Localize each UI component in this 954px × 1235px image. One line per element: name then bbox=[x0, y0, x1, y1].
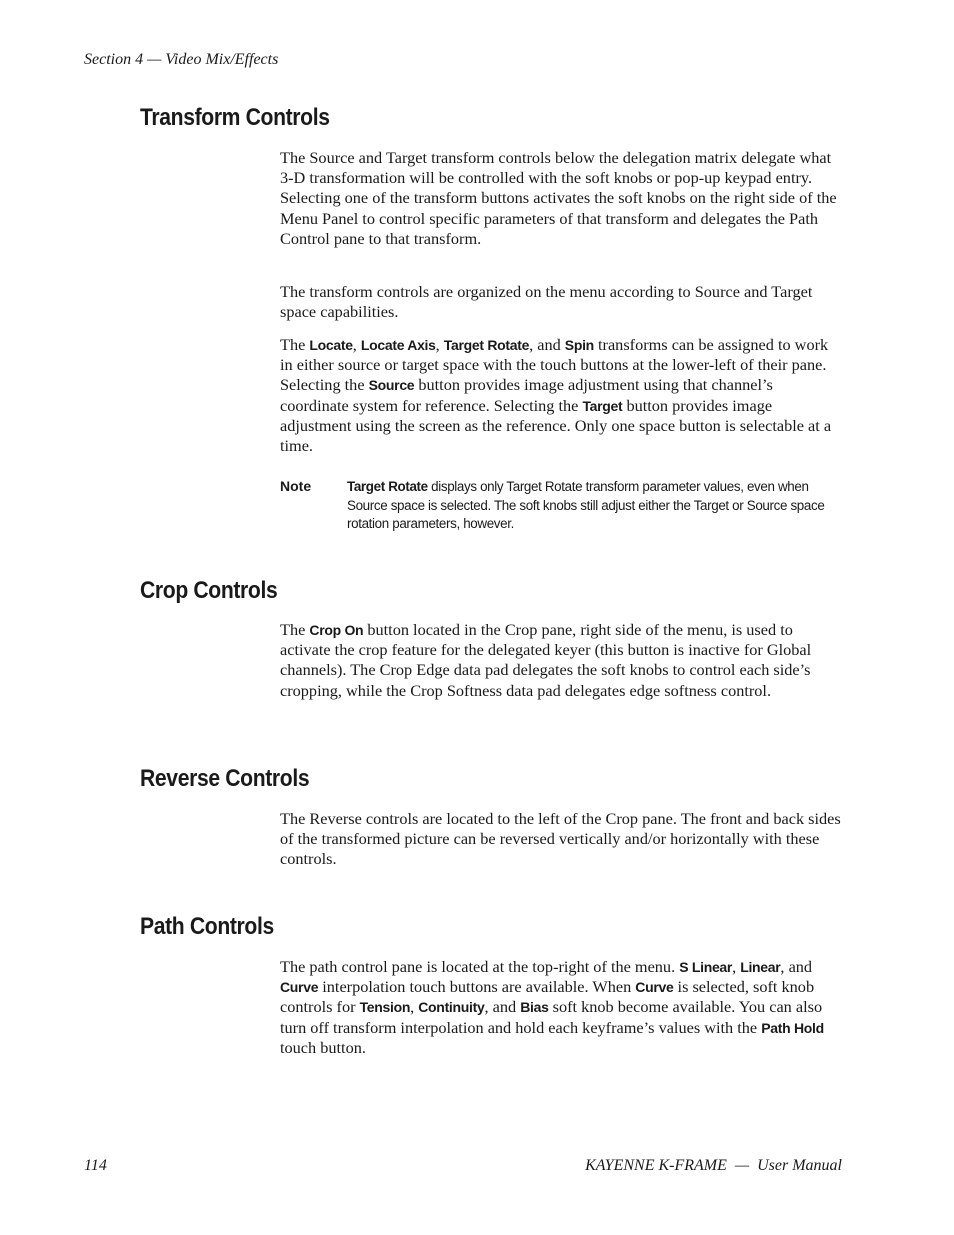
transform-paragraph-3: The Locate, Locate Axis, Target Rotate, and Spin transforms can be assigned to work in either source or target space with the touch buttons at the lower-left of their pane. Selecting the Source button provides image adjustment using that channel’s coordinate system for reference. Selecting the Target button provides image adjustment using the screen as the reference. Only one space button is selectable at a time. bbox=[280, 335, 832, 456]
path-controls-heading: Path Controls bbox=[140, 913, 274, 940]
note-text: Target Rotate displays only Target Rotate transform parameter values, even when Source space is selected. The soft knobs still adjust either the Target or Source space rotation parameters, however. bbox=[347, 479, 825, 531]
target-button-term: Target bbox=[582, 397, 623, 414]
tension-term: Tension bbox=[359, 999, 411, 1016]
crop-paragraph: The Crop On button located in the Crop pane, right side of the menu, is used to activate the crop feature for the delegated keyer (this button is inactive for Global channels). The Crop Edge data pad delegates the soft knobs to control each side’s cropping, while the Crop Softness data pad delegates edge softness control. bbox=[280, 620, 812, 700]
source-button-term: Source bbox=[368, 377, 415, 394]
transform-controls-heading: Transform Controls bbox=[140, 104, 330, 131]
crop-controls-heading: Crop Controls bbox=[140, 577, 278, 604]
page-number: 114 bbox=[84, 1157, 107, 1174]
path-hold-term: Path Hold bbox=[761, 1019, 824, 1036]
locate-term: Locate bbox=[309, 337, 353, 353]
locate-axis-term: Locate Axis bbox=[360, 337, 436, 353]
path-paragraph: The path control pane is located at the top-right of the menu. S Linear, Linear, and Curve interpolation touch buttons are available. When Curve is selected, soft knob controls for Tension, Continuity, and Bias soft knob become available. You can also turn off transform interpolation and hold each keyframe’s values with the Path Hold touch button. bbox=[280, 957, 824, 1057]
curve-term-2: Curve bbox=[635, 979, 674, 996]
spin-term: Spin bbox=[564, 337, 594, 353]
reverse-controls-heading: Reverse Controls bbox=[140, 765, 310, 792]
reverse-paragraph: The Reverse controls are located to the left of the Crop pane. The front and back sides of the transformed picture can be reversed vertically and/or horizontally with these controls. bbox=[280, 809, 841, 869]
crop-on-term: Crop On bbox=[309, 622, 364, 638]
bias-term: Bias bbox=[520, 999, 549, 1016]
note-label: Note bbox=[280, 478, 312, 494]
continuity-term: Continuity bbox=[418, 999, 485, 1016]
transform-paragraph-1: The Source and Target transform controls below the delegation matrix delegate what 3-D transformation will be controlled with the soft knobs or pop-up keypad entry. Selecting one of the transform buttons activates the soft knobs on the right side of the Menu Panel to control specific parameters of that transform and delegates the Path Control pane to that transform. bbox=[280, 148, 837, 248]
transform-paragraph-2: The transform controls are organized on the menu according to Source and Target space capabilities. bbox=[280, 282, 813, 322]
curve-term: Curve bbox=[280, 979, 319, 996]
s-linear-term: S Linear bbox=[679, 959, 733, 975]
running-head: Section 4 — Video Mix/Effects bbox=[84, 51, 279, 68]
footer-title: KAYENNE K-FRAME — User Manual bbox=[585, 1157, 842, 1174]
linear-term: Linear bbox=[740, 959, 781, 975]
target-rotate-term: Target Rotate bbox=[443, 337, 530, 353]
